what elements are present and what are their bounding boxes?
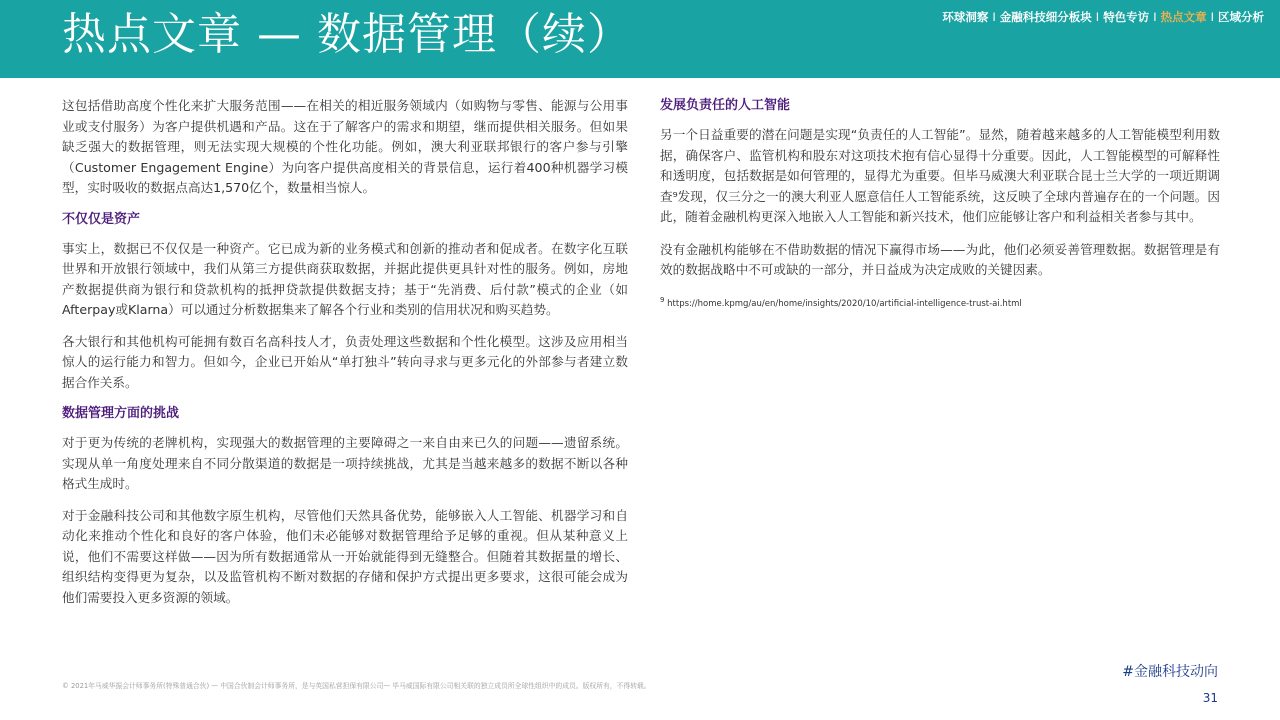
header-banner — [0, 0, 1280, 78]
paragraph-data-partnerships: 各大银行和其他机构可能拥有数百名高科技人才，负责处理这些数据和个性化模型。这涉及应用相当惊人的运行能力和智力。但如今，企业已开始从“单打独斗”转向寻求与更多元化的外部参与者建立数据合作关系。 — [62, 333, 628, 390]
left-column — [62, 96, 628, 619]
section-nav — [942, 9, 1264, 25]
nav-item-regional-analysis[interactable]: 区域分析 — [1218, 10, 1264, 24]
heading-data-challenges: 数据管理方面的挑战 — [62, 406, 180, 421]
page-number: 31 — [1202, 691, 1218, 705]
footnote-link[interactable]: https://home.kpmg/au/en/home/insights/2020/10/artificial-intelligence-trust-ai.html — [667, 298, 1022, 309]
paragraph-personalization: 这包括借助高度个性化来扩大服务范围——在相关的相近服务领域内（如购物与零售、能源与公用事业或支付服务）为客户提供机遇和产品。这在于了解客户的需求和期望，继而提供相关服务。但如果缺乏强大的数据管理，则无法实现大规模的个性化功能。例如，澳大利亚联邦银行的客户参与引擎（Customer Engagement Engine）为向客户提供高度相关的背景信息，运行着400种机器学习模型，实时吸收的数据点高达1,570亿个，数量相当惊人。 — [62, 98, 628, 195]
paragraph-legacy-systems: 对于更为传统的老牌机构，实现强大的数据管理的主要障碍之一来自由来已久的问题——遗留系统。实现从单一角度处理来自不同分散渠道的数据是一项持续挑战，尤其是当越来越多的数据不断以各种格式生成时。 — [62, 435, 628, 491]
nav-item-featured-interviews[interactable]: 特色专访 — [1103, 10, 1150, 24]
nav-separator: I — [1153, 10, 1157, 24]
paragraph-responsible-ai: 另一个日益重要的潜在问题是实现“负责任的人工智能”。显然，随着越来越多的人工智能模型利用数据，确保客户、监管机构和股东对这项技术抱有信心显得十分重要。因此，人工智能模型的可解释性和透明度，包括数据是如何管理的，显得尤为重要。但毕马威澳大利亚联合昆士兰大学的一项近期调查⁹发现，仅三分之一的澳大利亚人愿意信任人工智能系统，这反映了全球内普遍存在的一个问题。因此，随着金融机构更深入地嵌入人工智能和新兴技术，他们应能够让客户和利益相关者参与其中。 — [660, 127, 1220, 224]
nav-item-fintech-segments[interactable]: 金融科技细分板块 — [999, 10, 1092, 24]
nav-separator: I — [992, 10, 996, 24]
paragraph-data-enabler: 事实上，数据已不仅仅是一种资产。它已成为新的业务模式和创新的推动者和促成者。在数字化互联世界和开放银行领域中，我们从第三方提供商获取数据，并据此提供更具针对性的服务。例如，房地产数据提供商为银行和贷款机构的抵押贷款提供数据支持；基于“先消费、后付款”模式的企业（如Afterpay或Klarna）可以通过分析数据集来了解各个行业和类别的信用状况和购买趋势。 — [62, 240, 628, 317]
nav-item-hot-articles[interactable]: 热点文章 — [1160, 10, 1207, 24]
nav-separator: I — [1095, 10, 1100, 24]
copyright-notice: © 2021年马威华振会计师事务所(特殊普通合伙) — 中国合伙制会计师事务所，是与英国私营担保有限公司— 毕马威国际有限公司相关联的独立成员所全球性组织中的成员。版权所有，不得转载。 — [62, 682, 651, 690]
right-column — [660, 96, 1220, 310]
heading-responsible-ai: 发展负责任的人工智能 — [660, 98, 791, 113]
paragraph-digital-natives: 对于金融科技公司和其他数字原生机构，尽管他们天然具备优势，能够嵌入人工智能、机器学习和自动化来推动个性化和良好的客户体验，他们未必能够对数据管理给予足够的重视。但从某种意义上说，他们不需要这样做——因为所有数据通常从一开始就能得到无缝整合。但随着其数据量的增长、组织结构变得更为复杂，以及监管机构不断对数据的存储和保护方式提出更多要求，这很可能会成为他们需要投入更多资源的领域。 — [62, 507, 628, 605]
paragraph-data-management-key: 没有金融机构能够在不借助数据的情况下赢得市场——为此，他们必须妥善管理数据。数据管理是有效的数据战略中不可或缺的一部分，并日益成为决定成败的关键因素。 — [660, 241, 1220, 277]
nav-item-global-insights[interactable]: 环球洞察 — [942, 10, 989, 24]
heading-more-than-asset: 不仅仅是资产 — [62, 211, 141, 227]
nav-separator: I — [1210, 10, 1214, 24]
hashtag-label: #金融科技动向 — [1122, 664, 1218, 680]
page-title: 热点文章 — 数据管理（续） — [62, 9, 632, 60]
footnote — [660, 293, 1220, 311]
footnote-mark: 9 — [660, 295, 665, 304]
